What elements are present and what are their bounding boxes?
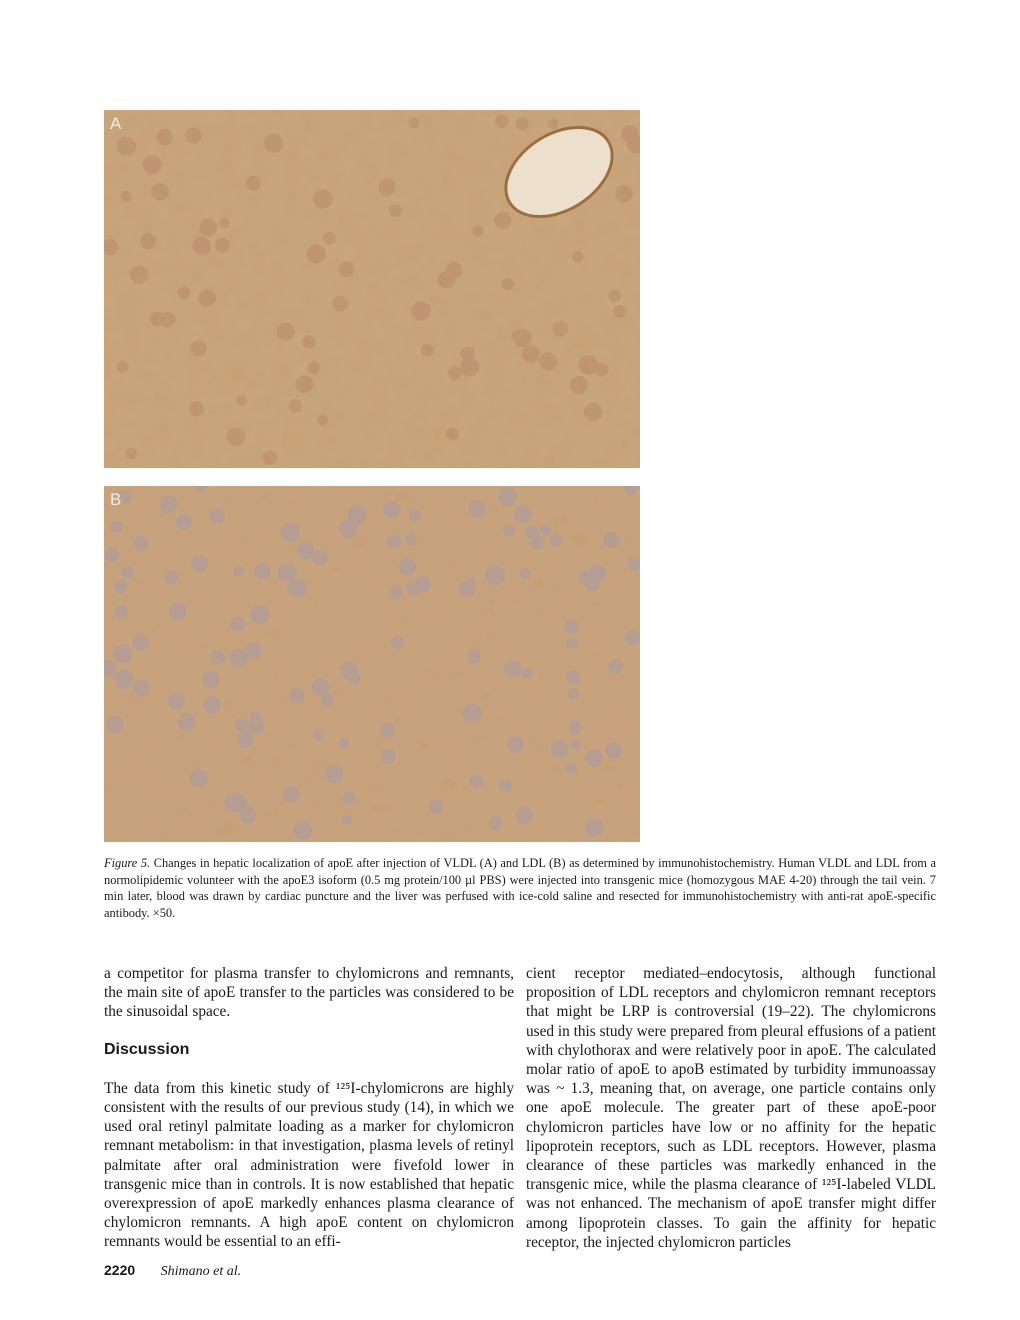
cell-nucleus [342, 814, 352, 824]
cell-nucleus [460, 347, 475, 362]
cell-nucleus [625, 630, 641, 646]
cell-nucleus [121, 191, 132, 202]
cell-nucleus [134, 536, 149, 551]
cell-nucleus [130, 266, 148, 284]
cell-nucleus [568, 688, 579, 699]
cell-nucleus [264, 134, 283, 153]
cell-nucleus [421, 344, 434, 357]
panel-letter-a: A [110, 114, 122, 133]
cell-nucleus [347, 505, 367, 525]
cell-nucleus [381, 748, 396, 763]
cell-nucleus [485, 565, 505, 585]
cell-nucleus [411, 301, 430, 320]
cell-nucleus [387, 534, 402, 549]
cell-nucleus [608, 659, 623, 674]
cell-nucleus [307, 362, 320, 375]
left-column [104, 964, 514, 1252]
cell-nucleus [202, 671, 220, 689]
cell-nucleus [117, 137, 137, 157]
cell-nucleus [280, 523, 300, 543]
cell-nucleus [307, 245, 326, 264]
cell-nucleus [115, 605, 128, 618]
cell-nucleus [156, 129, 173, 146]
cell-nucleus [110, 520, 123, 533]
cell-nucleus [325, 764, 344, 783]
cell-nucleus [520, 568, 530, 578]
cell-nucleus [230, 617, 245, 632]
cell-nucleus [312, 550, 328, 566]
cell-nucleus [446, 262, 463, 279]
cell-nucleus [585, 818, 604, 837]
cell-nucleus [289, 399, 302, 412]
cell-nucleus [191, 555, 208, 572]
cell-nucleus [568, 721, 582, 735]
cell-nucleus [380, 723, 396, 739]
cell-nucleus [106, 716, 123, 733]
cell-nucleus [289, 688, 304, 703]
cell-nucleus [233, 566, 244, 577]
page-footer [104, 1262, 241, 1280]
liver-micrograph-b [104, 486, 640, 842]
cell-nucleus [340, 661, 358, 679]
cell-nucleus [246, 176, 261, 191]
cell-nucleus [516, 807, 533, 824]
cell-nucleus [409, 509, 421, 521]
cell-nucleus [405, 534, 417, 546]
cell-nucleus [215, 238, 230, 253]
cell-nucleus [339, 738, 350, 749]
cell-nucleus [190, 769, 208, 787]
cell-nucleus [294, 821, 313, 840]
cell-nucleus [189, 401, 204, 416]
cell-nucleus [297, 541, 315, 559]
cell-nucleus [142, 155, 161, 174]
cell-nucleus [489, 817, 503, 831]
cell-nucleus [570, 739, 580, 749]
running-authors: Shimano et al. [160, 1264, 242, 1279]
cell-nucleus [237, 731, 254, 748]
cell-nucleus [429, 799, 444, 814]
cell-nucleus [603, 532, 619, 548]
cell-nucleus [446, 427, 459, 440]
cell-nucleus [276, 322, 294, 340]
cell-nucleus [448, 366, 462, 380]
cell-nucleus [263, 450, 278, 465]
cell-nucleus [522, 345, 540, 363]
cell-nucleus [219, 217, 230, 228]
cell-nucleus [199, 218, 217, 236]
cell-nucleus [339, 261, 355, 277]
cell-nucleus [408, 118, 419, 129]
cell-nucleus [494, 212, 511, 229]
cell-nucleus [160, 496, 178, 514]
cell-nucleus [516, 117, 529, 130]
cell-nucleus [245, 642, 261, 658]
cell-nucleus [530, 536, 544, 550]
section-heading-discussion: Discussion [104, 1040, 190, 1058]
cell-nucleus [566, 638, 577, 649]
cell-nucleus [332, 296, 348, 312]
cell-nucleus [283, 786, 300, 803]
cell-nucleus [250, 605, 269, 624]
cell-nucleus [608, 289, 621, 302]
cell-nucleus [539, 352, 557, 370]
cell-nucleus [178, 286, 191, 299]
paragraph-right: cient receptor mediated–endocytosis, although functional proposition of LDL receptors and chylomicron remnant receptors that might be LRP is controversial (19–22). The chylomicrons used in this study were prepared from pleural effusions of a patient with chylothorax and were relatively poor in apoE. The calculated molar ratio of apoE to apoB estimated by turbidity immunoassay was ~ 1.3, meaning that, on average, one particle contains only one apoE molecule. The greater part of these apoE-poor chylomicron particles have low or no affinity for the hepatic lipoprotein receptors, such as LDL receptors. However, plasma clearance of these particles was markedly enhanced in the transgenic mice, while the plasma clearance of ¹²⁵I-labeled VLDL was not enhanced. The mechanism of apoE transfer might differ among lipoprotein classes. To gain the affinity for hepatic receptor, the injected chylomicron particles [526, 965, 936, 1251]
cell-nucleus [584, 402, 602, 420]
caption-label: Figure 5. [104, 856, 151, 870]
cell-nucleus [511, 331, 522, 342]
cell-nucleus [178, 714, 196, 732]
cell-nucleus [133, 679, 150, 696]
cell-nucleus [564, 619, 579, 634]
cell-nucleus [605, 742, 622, 759]
cell-nucleus [287, 578, 307, 598]
caption-text: Changes in hepatic localization of apoE after injection of VLDL (A) and LDL (B) as determined by immunohistochemistry. Human VLDL and LDL from a normolipidemic volunteer with the apoE3 isoform (0.5 mg protein/100 µl PBS) were injected into transgenic mice (homozygous MAE 4-20) through the tail vein. 7 min later, blood was drawn by cardiac puncture and the liver was perfused with ice-cold saline and resected for immunohistochemistry with anti-rat apoE-specific antibody. ×50. [104, 856, 936, 920]
cell-nucleus [125, 448, 137, 460]
cell-nucleus [514, 506, 532, 524]
cell-nucleus [303, 335, 316, 348]
cell-nucleus [389, 585, 403, 599]
cell-nucleus [317, 415, 328, 426]
cell-nucleus [164, 570, 178, 584]
cell-nucleus [198, 289, 216, 307]
cell-nucleus [114, 670, 133, 689]
cell-nucleus [540, 524, 552, 536]
cell-nucleus [236, 395, 247, 406]
cell-nucleus [235, 718, 249, 732]
cell-nucleus [469, 775, 483, 789]
cell-nucleus [508, 737, 525, 754]
cell-nucleus [551, 740, 569, 758]
paragraph-continuation: a competitor for plasma transfer to chylomicrons and remnants, the main site of apoE transfer to the particles was considered to be the sinusoidal space. [104, 965, 514, 1021]
panel-letter-b: B [110, 490, 122, 509]
cell-nucleus [615, 185, 632, 202]
cell-nucleus [468, 500, 486, 518]
cell-nucleus [323, 232, 336, 245]
cell-nucleus [473, 226, 484, 237]
figure-panel-b [104, 486, 640, 842]
cell-nucleus [169, 602, 187, 620]
cell-nucleus [248, 718, 264, 734]
cell-nucleus [105, 548, 120, 563]
cell-nucleus [240, 807, 256, 823]
cell-nucleus [391, 636, 405, 650]
cell-nucleus [295, 375, 313, 393]
cell-nucleus [379, 179, 396, 196]
cell-nucleus [227, 428, 245, 446]
cell-nucleus [505, 660, 522, 677]
page-number: 2220 [104, 1262, 136, 1278]
cell-nucleus [140, 233, 157, 250]
cell-nucleus [132, 634, 149, 651]
cell-nucleus [499, 779, 512, 792]
cell-nucleus [503, 524, 515, 536]
cell-nucleus [572, 251, 584, 263]
cell-nucleus [522, 667, 534, 679]
cell-nucleus [415, 576, 431, 592]
cell-nucleus [570, 376, 588, 394]
cell-nucleus [312, 678, 330, 696]
right-column [526, 964, 936, 1252]
cell-nucleus [589, 564, 607, 582]
cell-nucleus [192, 237, 211, 256]
cell-nucleus [114, 580, 128, 594]
cell-nucleus [185, 128, 201, 144]
cell-nucleus [176, 514, 192, 530]
cell-nucleus [211, 650, 225, 664]
cell-nucleus [383, 501, 401, 519]
liver-micrograph-a [104, 110, 640, 468]
figure-panel-a [104, 110, 640, 468]
cell-nucleus [168, 693, 185, 710]
cell-nucleus [585, 749, 603, 767]
cell-nucleus [565, 762, 577, 774]
cell-nucleus [548, 118, 559, 129]
cell-nucleus [191, 340, 207, 356]
cell-nucleus [566, 670, 580, 684]
cell-nucleus [313, 730, 324, 741]
cell-nucleus [224, 794, 242, 812]
cell-nucleus [113, 644, 133, 664]
cell-nucleus [117, 361, 129, 373]
cell-nucleus [321, 694, 334, 707]
cell-nucleus [313, 189, 332, 208]
cell-nucleus [160, 312, 176, 328]
cell-nucleus [613, 305, 626, 318]
cell-nucleus [343, 792, 356, 805]
cell-nucleus [209, 508, 225, 524]
cell-nucleus [550, 534, 563, 547]
cell-nucleus [621, 125, 639, 143]
cell-nucleus [389, 204, 402, 217]
cell-nucleus [498, 487, 517, 506]
cell-nucleus [553, 321, 569, 337]
cell-nucleus [579, 355, 599, 375]
cell-nucleus [399, 558, 417, 576]
cell-nucleus [462, 703, 482, 723]
cell-nucleus [121, 566, 134, 579]
cell-nucleus [151, 183, 169, 201]
cell-nucleus [230, 649, 248, 667]
cell-nucleus [467, 650, 481, 664]
cell-nucleus [502, 278, 515, 291]
paragraph-discussion: The data from this kinetic study of ¹²⁵I-chylomicrons are highly consistent with the results of our previous study (14), in which we used oral retinyl palmitate loading as a marker for chylomicron remnant metabolism: in that investigation, plasma levels of retinyl palmitate after oral administration were fivefold lower in transgenic mice than in controls. It is now established that hepatic overexpression of apoE markedly enhances plasma clearance of chylomicron remnants. A high apoE content on chylomicron remnants would be essential to an effi- [104, 1079, 514, 1251]
figure-caption [104, 855, 936, 921]
cell-nucleus [466, 577, 476, 587]
cell-nucleus [495, 114, 509, 128]
cell-nucleus [254, 563, 270, 579]
cell-nucleus [203, 696, 221, 714]
